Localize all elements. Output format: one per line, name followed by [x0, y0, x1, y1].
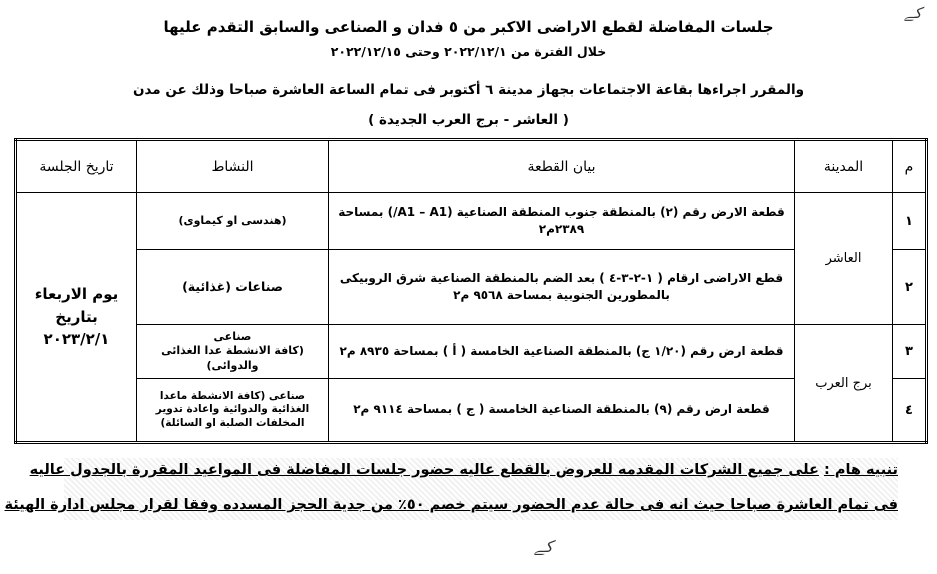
- plot-description: قطعة ارض رقم (٩) بالمنطقة الصناعية الخامسة ( ج ) بمساحة ٩١١٤ م٢: [329, 379, 795, 443]
- row-index: ٣: [893, 325, 927, 379]
- table-header-row: [16, 140, 927, 193]
- city-cell: العاشر: [795, 193, 893, 325]
- table-row: [16, 193, 927, 250]
- notice-text-2: فى تمام العاشرة صباحا حيث انه فى حالة عدم الحضور سيتم خصم ٥٠٪ من جدية الحجز المسدده وفقا لقرار مجلس ادارة الهيئة: [4, 497, 898, 513]
- notice-line-1: [29, 462, 898, 478]
- col-header-plot: بيان القطعة: [329, 140, 795, 193]
- plot-description: قطع الاراضى ارقام ( ١-٢-٣-٤ ) بعد الضم بالمنطقة الصناعية شرق الروبيكى بالمطورين الجنوبية بمساحة ٩٥٦٨ م٢: [329, 250, 795, 325]
- row-index: ٤: [893, 379, 927, 443]
- row-index: ١: [893, 193, 927, 250]
- activity-detail: (كافة الانشطة عدا الغذائى والدوائى): [161, 344, 304, 372]
- table-row: [16, 250, 927, 325]
- handwritten-initials-top: ﻛﮯ: [904, 4, 922, 22]
- table-row: [16, 325, 927, 379]
- notice-line-2: [4, 497, 898, 513]
- activity-cell: (هندسى او كيماوى): [137, 193, 329, 250]
- notice-label: تنبيه هام :: [823, 462, 898, 478]
- venue-line: والمقرر اجراءها بقاعة الاجتماعات بجهاز مدينة ٦ أكتوبر فى تمام الساعة العاشرة صباحا وذلك عن مدن: [132, 82, 804, 98]
- table-row: [16, 379, 927, 443]
- col-header-activity: النشاط: [137, 140, 329, 193]
- activity-cell: صناعى (كافة الانشطة ماعدا الغذائية والدوائية واعادة تدوير المخلفات الصلبة او السائلة): [137, 379, 329, 443]
- activity-title: صناعى: [213, 330, 252, 344]
- col-header-date: تاريخ الجلسة: [16, 140, 137, 193]
- city-cell: برج العرب: [795, 325, 893, 443]
- activity-cell: صناعات (غذائية): [137, 250, 329, 325]
- handwritten-initials-bottom: ﻛﮯ: [534, 537, 553, 556]
- period-subtitle: خلال الفترة من ٢٠٢٢/١٢/١ وحتى ٢٠٢٢/١٢/١٥: [330, 44, 607, 59]
- sessions-table: [14, 138, 928, 444]
- plot-description: قطعة الارض رقم (٢) بالمنطقة جنوب المنطقة الصناعية (A1 – A1/) بمساحة ٢٣٨٩م٢: [329, 193, 795, 250]
- session-date-cell: يوم الاربعاء بتاريخ ٢٠٢٣/٢/١: [16, 193, 137, 443]
- row-index: ٢: [893, 250, 927, 325]
- notice-text: على جميع الشركات المقدمه للعروض بالقطع عاليه حضور جلسات المفاضلة فى المواعيد المقررة بالجدول عاليه: [29, 462, 819, 478]
- activity-cell: [137, 325, 329, 379]
- col-header-index: م: [893, 140, 927, 193]
- col-header-city: المدينة: [795, 140, 893, 193]
- document-title: جلسات المفاضلة لقطع الاراضى الاكبر من ٥ فدان و الصناعى والسابق التقدم عليها: [163, 18, 774, 36]
- cities-line: ( العاشر - برج العرب الجديدة ): [368, 112, 569, 128]
- plot-description: قطعة ارض رقم (١/٢٠ ج) بالمنطقة الصناعية الخامسة ( أ ) بمساحة ٨٩٣٥ م٢: [329, 325, 795, 379]
